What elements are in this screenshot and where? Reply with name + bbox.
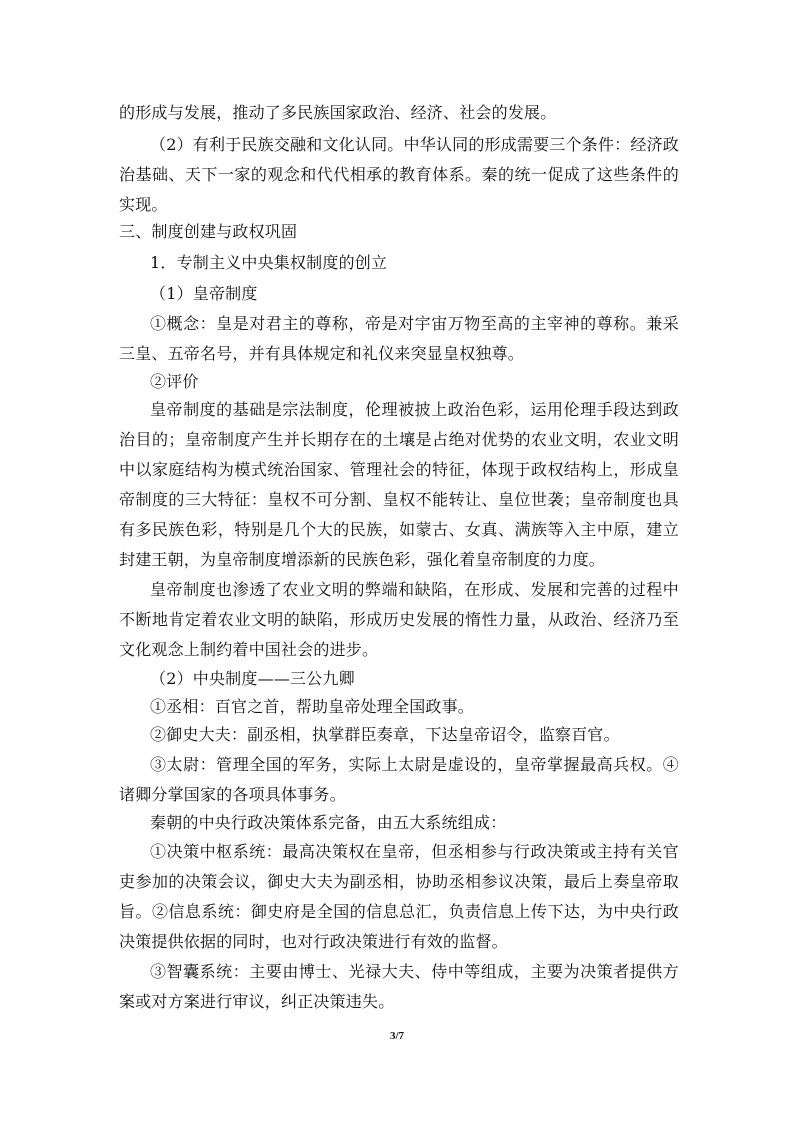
paragraph-line: ①丞相：百官之首，帮助皇帝处理全国政事。 — [150, 697, 475, 716]
subsection-heading: ②评价 — [150, 372, 199, 391]
paragraph-line: ③太尉：管理全国的军务，实际上太尉是虚设的，皇帝掌握最高兵权。④ — [150, 755, 679, 774]
page-number: 3/7 — [389, 1030, 405, 1042]
paragraph-line: 实现。 — [119, 195, 168, 214]
paragraph-line: 三皇、五帝名号，并有具体规定和礼仪来突显皇权独尊。 — [119, 344, 525, 363]
paragraph-line: ①概念：皇是对君主的尊称，帝是对宇宙万物至高的主宰神的尊称。兼采 — [150, 314, 679, 333]
paragraph-line: 封建王朝，为皇帝制度增添新的民族色彩，强化着皇帝制度的力度。 — [119, 550, 606, 569]
subsection-heading: （1）皇帝制度 — [150, 284, 258, 303]
subsection-heading: 1．专制主义中央集权制度的创立 — [150, 253, 388, 272]
paragraph-line: 决策提供依据的同时，也对行政决策进行有效的监督。 — [119, 932, 508, 951]
paragraph-line: 秦朝的中央行政决策体系完备，由五大系统组成： — [150, 813, 507, 832]
paragraph-line: 皇帝制度的基础是宗法制度，伦理被披上政治色彩，运用伦理手段达到政 — [150, 400, 679, 419]
paragraph-line: 文化观念上制约着中国社会的进步。 — [119, 640, 379, 659]
paragraph-line: 有多民族色彩，特别是几个大的民族，如蒙古、女真、满族等入主中原，建立 — [119, 520, 679, 539]
section-heading: 三、制度创建与政权巩固 — [119, 222, 298, 241]
paragraph-line: 治目的；皇帝制度产生并长期存在的土壤是占绝对优势的农业文明，农业文明 — [119, 430, 679, 449]
paragraph-line: 中以家庭结构为模式统治国家、管理社会的特征，体现于政权结构上，形成皇 — [119, 460, 679, 479]
paragraph-line: 案或对方案进行审议，纠正决策违失。 — [119, 992, 395, 1011]
paragraph-line: 吏参加的决策会议，御史大夫为副丞相，协助丞相参议决策，最后上奏皇帝取 — [119, 872, 679, 891]
paragraph-line: 诸卿分掌国家的各项具体事务。 — [119, 785, 346, 804]
paragraph-line: （2）有利于民族交融和文化认同。中华认同的形成需要三个条件：经济政 — [150, 135, 679, 154]
paragraph-line: 帝制度的三大特征：皇权不可分割、皇权不能转让、皇位世袭；皇帝制度也具 — [119, 490, 679, 509]
paragraph-line: ①决策中枢系统：最高决策权在皇帝，但丞相参与行政决策或主持有关官 — [150, 842, 679, 861]
paragraph-line: 皇帝制度也渗透了农业文明的弊端和缺陷，在形成、发展和完善的过程中 — [150, 580, 679, 599]
subsection-heading: （2）中央制度——三公九卿 — [150, 669, 355, 688]
paragraph-line: ②御史大夫：副丞相，执掌群臣奏章，下达皇帝诏令，监察百官。 — [150, 725, 620, 744]
paragraph-line: ③智囊系统：主要由博士、光禄大夫、侍中等组成，主要为决策者提供方 — [150, 962, 679, 981]
paragraph-line: 旨。②信息系统：御史府是全国的信息总汇，负责信息上传下达，为中央行政 — [119, 902, 679, 921]
paragraph-line: 不断地肯定着农业文明的缺陷，形成历史发展的惰性力量，从政治、经济乃至 — [119, 610, 679, 629]
paragraph-line: 治基础、天下一家的观念和代代相承的教育体系。秦的统一促成了这些条件的 — [119, 165, 679, 184]
paragraph-line: 的形成与发展，推动了多民族国家政治、经济、社会的发展。 — [119, 103, 557, 122]
